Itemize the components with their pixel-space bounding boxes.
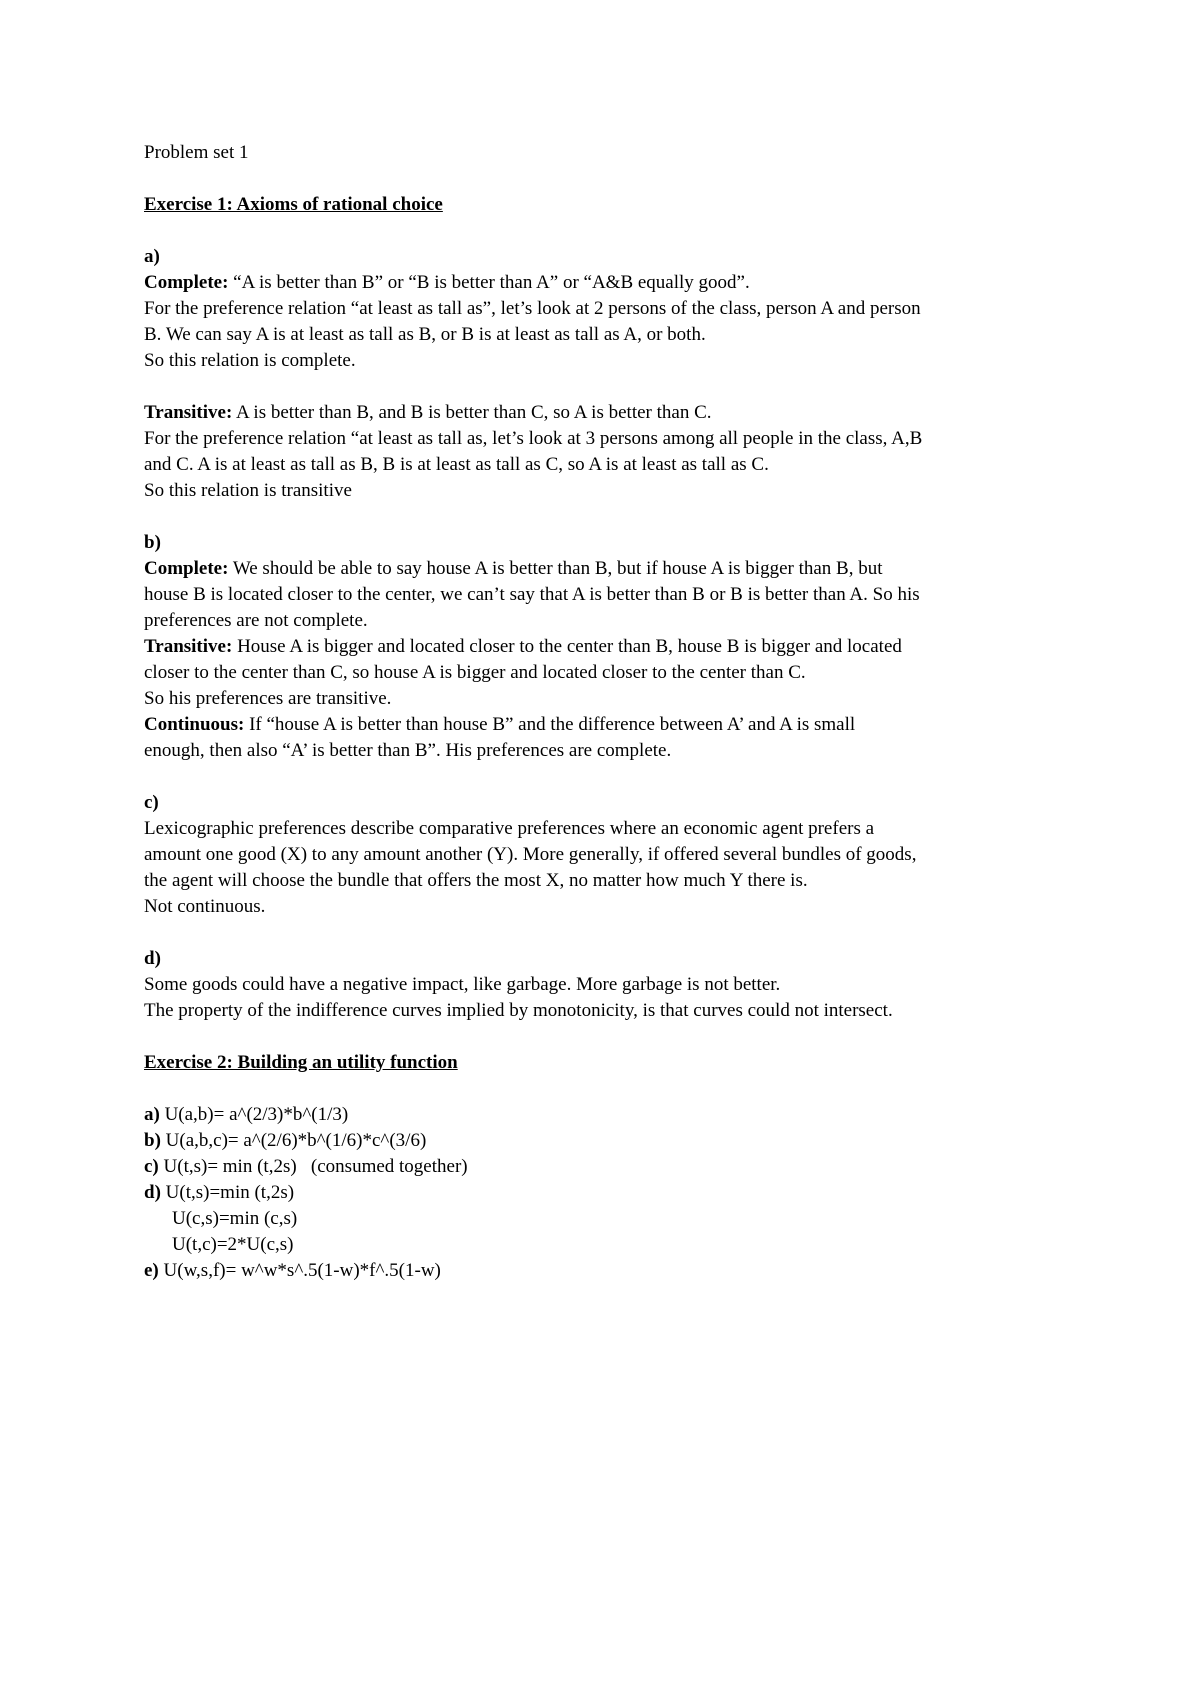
document-body <box>144 140 1074 1284</box>
item-letter: b) <box>144 1130 161 1151</box>
exercise-1a-complete-line <box>144 270 1074 296</box>
utility-formula: U(a,b)= a^(2/3)*b^(1/3) <box>159 1104 349 1125</box>
text-line: Not continuous. <box>144 896 266 917</box>
exercise-1b-continuous-line <box>144 712 1074 738</box>
exercise-1a-transitive-line <box>144 400 1074 426</box>
text-line: preferences are not complete. <box>144 610 368 631</box>
complete-label: Complete: <box>144 558 229 579</box>
complete-label: Complete: <box>144 272 229 293</box>
text-line: For the preference relation “at least as tall as”, let’s look at 2 persons of the class, person A and person <box>144 298 921 319</box>
transitive-label: Transitive: <box>144 402 233 423</box>
exercise-1b-transitive-line <box>144 634 1074 660</box>
text-line: B. We can say A is at least as tall as B, or B is at least as tall as A, or both. <box>144 324 706 345</box>
utility-item-b <box>144 1128 1074 1154</box>
text-line: amount one good (X) to any amount another (Y). More generally, if offered several bundles of goods, <box>144 844 917 865</box>
continuous-label: Continuous: <box>144 714 245 735</box>
item-letter: c) <box>144 1156 159 1177</box>
utility-item-d-line-2 <box>144 1206 1074 1232</box>
exercise-1-part-a-label: a) <box>144 246 160 267</box>
utility-item-d-line-3 <box>144 1232 1074 1258</box>
exercise-1b-complete-line <box>144 556 1074 582</box>
utility-formula: U(t,c)=2*U(c,s) <box>172 1234 294 1255</box>
complete-definition: “A is better than B” or “B is better than A” or “A&B equally good”. <box>228 272 750 293</box>
exercise-1-part-b-label: b) <box>144 532 161 553</box>
complete-text: We should be able to say house A is better than B, but if house A is bigger than B, but <box>228 558 883 579</box>
item-letter: a) <box>144 1104 160 1125</box>
problem-set-title: Problem set 1 <box>144 142 249 163</box>
transitive-definition: A is better than B, and B is better than C, so A is better than C. <box>232 402 712 423</box>
text-line: So this relation is complete. <box>144 350 356 371</box>
text-line: The property of the indifference curves implied by monotonicity, is that curves could not intersect. <box>144 1000 893 1021</box>
exercise-1-part-c-label: c) <box>144 792 159 813</box>
exercise-1-part-d-label: d) <box>144 948 161 969</box>
utility-formula: U(t,s)=min (t,2s) <box>160 1182 295 1203</box>
item-letter: e) <box>144 1260 159 1281</box>
text-line: Lexicographic preferences describe comparative preferences where an economic agent prefers a <box>144 818 875 839</box>
text-line: closer to the center than C, so house A is bigger and located closer to the center than C. <box>144 662 806 683</box>
transitive-text: House A is bigger and located closer to the center than B, house B is bigger and located <box>232 636 902 657</box>
text-line: the agent will choose the bundle that offers the most X, no matter how much Y there is. <box>144 870 808 891</box>
utility-formula: U(c,s)=min (c,s) <box>172 1208 298 1229</box>
text-line: Some goods could have a negative impact, like garbage. More garbage is not better. <box>144 974 781 995</box>
utility-item-e <box>144 1258 1074 1284</box>
text-line: For the preference relation “at least as tall as, let’s look at 3 persons among all people in the class, A,B <box>144 428 923 449</box>
text-line: and C. A is at least as tall as B, B is at least as tall as C, so A is at least as tall as C. <box>144 454 769 475</box>
continuous-text: If “house A is better than house B” and the difference between A’ and A is small <box>244 714 856 735</box>
exercise-1-heading: Exercise 1: Axioms of rational choice <box>144 194 443 215</box>
utility-item-c <box>144 1154 1074 1180</box>
utility-formula: U(w,s,f)= w^w*s^.5(1-w)*f^.5(1-w) <box>158 1260 441 1281</box>
text-line: house B is located closer to the center, we can’t say that A is better than B or B is better than A. So his <box>144 584 920 605</box>
exercise-2-heading: Exercise 2: Building an utility function <box>144 1052 458 1073</box>
utility-item-a <box>144 1102 1074 1128</box>
utility-item-d <box>144 1180 1074 1206</box>
text-line: So this relation is transitive <box>144 480 352 501</box>
text-line: So his preferences are transitive. <box>144 688 392 709</box>
utility-formula: U(t,s)= min (t,2s) (consumed together) <box>158 1156 468 1177</box>
text-line: enough, then also “A’ is better than B”. His preferences are complete. <box>144 740 672 761</box>
item-letter: d) <box>144 1182 161 1203</box>
utility-formula: U(a,b,c)= a^(2/6)*b^(1/6)*c^(3/6) <box>160 1130 427 1151</box>
transitive-label: Transitive: <box>144 636 233 657</box>
